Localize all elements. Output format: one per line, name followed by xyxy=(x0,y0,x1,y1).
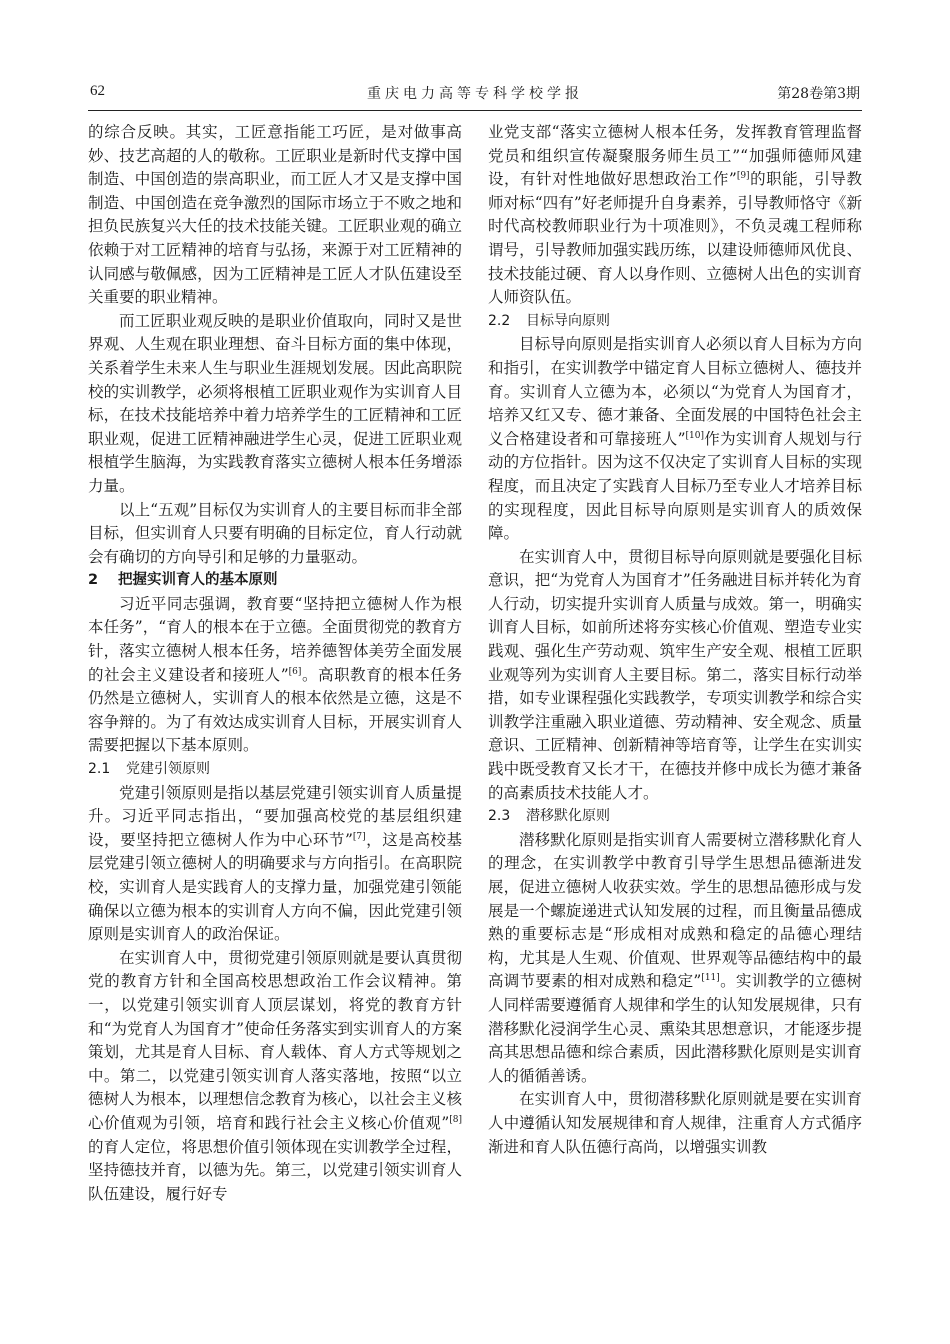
page-number: 62 xyxy=(90,83,105,99)
subsection-number: 2.2 xyxy=(488,312,511,329)
paragraph: 的综合反映。其实，工匠意指能工巧匠，是对做事高妙、技艺高超的人的敬称。工匠职业是新时代支撑中国制造、中国创造的崇高职业，而工匠人才又是支撑中国制造、中国创造在竞争激烈的国际市场立于不败之地和担负民族复兴大任的技术技能关键。工匠职业观的确立依赖于对工匠精神的培育与弘扬，来源于对工匠精神的认同感与敬佩感，因为工匠精神是工匠人才队伍建设至关重要的职业精神。 xyxy=(88,123,462,307)
paragraph: 在实训育人中，贯彻潜移默化原则就是要在实训育人中遵循认知发展规律和育人规律，注重育人方式循序渐进和育人队伍德行高尚，以增强实训教 xyxy=(488,1090,862,1156)
paragraph-text: 。高职教育的根本任务仍然是立德树人，实训育人的根本依然是立德，这是不容争辩的。为了有效达成实训育人目标，开展实训育人需要把握以下基本原则。 xyxy=(88,665,462,755)
subsection-title: 潜移默化原则 xyxy=(526,808,610,825)
paragraph-text: 作为实训育人规划与行动的方位指针。因为这不仅决定了实训育人目标的实现程度，而且决定了实践育人目标乃至专业人才培养目标的实现程度，因此目标导向原则是实训育人的质效保障。 xyxy=(488,429,862,543)
paragraph-text: 在实训育人中，贯彻党建引领原则就是要认真贯彻党的教育方针和全国高校思想政治工作会议精神。第一，以党建引领实训育人顶层谋划，将党的教育方针和“为党育人为国育才”使命任务落实到实训育人的方案策划，尤其是育人目标、育人载体、育人方式等规划之中。第二，以党建引领实训育人落实落地，按照“以立德树人为根本，以理想信念教育为核心，以社会主义核心价值观为引领，培育和践行社会主义核心价值观” xyxy=(88,948,462,1132)
paragraph: 在实训育人中，贯彻目标导向原则就是要强化目标意识，把“为党育人为国育才”任务融进目标并转化为育人行动，切实提升实训育人质量与成效。第一，明确实训育人目标，如前所述将夯实核心价值观、塑造专业实践观、强化生产劳动观、筑牢生产安全观、根植工匠职业观等列为实训育人主要目标。第二，落实目标行动举措，如专业课程强化实践教学，专项实训教学和综合实训教学注重融入职业道德、劳动精神、安全观念、质量意识、工匠精神、创新精神等培育等，让学生在实训实践中既受教育又长才干，在德技并修中成长为德才兼备的高素质技术技能人才。 xyxy=(488,547,862,802)
paragraph xyxy=(88,947,462,1207)
paragraph-text: 目标导向原则是指实训育人必须以育人目标为方向和指引，在实训教学中锚定育人目标立德树人、德技并育。实训育人立德为本，必须以“为党育人为国育才，培养又红又专、德才兼备、全面发展的中国特色社会主义合格建设者和可靠接班人” xyxy=(488,335,862,448)
subsection-number: 2.1 xyxy=(88,761,111,778)
citation-ref: [7] xyxy=(352,831,366,842)
running-header xyxy=(88,80,862,111)
paragraph-text: 的育人定位，将思想价值引领体现在实训教学全过程，坚持德技并育，以德为先。第三，以党建引领实训育人队伍建设，履行好专 xyxy=(88,1137,462,1203)
citation-ref: [8] xyxy=(449,1114,462,1125)
citation-ref: [6] xyxy=(288,666,302,677)
paragraph-text: ，这是高校基层党建引领立德树人的明确要求与方向指引。在高职院校，实训育人是实践育人的支撑力量，加强党建引领能确保以立德为根本的实训育人方向不偏，因此党建引领原则是实训育人的政治保证。 xyxy=(88,830,462,944)
subsection-title: 目标导向原则 xyxy=(526,312,610,329)
paragraph xyxy=(488,333,862,545)
paragraph: 以上“五观”目标仅为实训育人的主要目标而非全部目标，但实训育人只要有明确的目标定位，育人行动就会有确切的方向导引和足够的力量驱动。 xyxy=(88,500,462,566)
subsection-title: 党建引领原则 xyxy=(126,761,210,778)
subsection-number: 2.3 xyxy=(488,808,511,825)
subsection-heading xyxy=(488,310,862,334)
left-column xyxy=(88,121,462,1206)
citation-ref: [11] xyxy=(701,973,720,984)
subsection-heading xyxy=(488,805,862,829)
citation-ref: [9] xyxy=(736,171,750,182)
section-title: 把握实训育人的基本原则 xyxy=(118,572,278,589)
paragraph-text: 习近平同志强调，教育要“坚持把立德树人作为根本任务”，“育人的根本在于立德。全面贯彻党的教育方针，落实立德树人根本任务，培养德智体美劳全面发展的社会主义建设者和接班人” xyxy=(88,594,462,684)
paragraph-text: 的职能，引导教师对标“四有”好老师提升自身素养，引导教师恪守《新时代高校教师职业行为十项准则》，不负灵魂工程师称谓号，引导教师加强实践历练，以建设师德师风优良、技术技能过硬、育人以身作则、立德树人出色的实训育人师资队伍。 xyxy=(488,170,862,307)
journal-title: 重庆电力高等专科学校学报 xyxy=(367,86,583,102)
section-number: 2 xyxy=(88,572,99,589)
paragraph-text: 党建引领原则是指以基层党建引领实训育人质量提升。习近平同志指出，“要加强高校党的基层组织建设，要坚持把立德树人作为中心环节” xyxy=(88,783,462,849)
volume-issue: 第28卷第3期 xyxy=(777,86,860,102)
section-heading xyxy=(88,569,462,593)
right-column xyxy=(488,121,862,1159)
citation-ref: [10] xyxy=(685,430,704,441)
paragraph xyxy=(88,782,462,947)
paragraph xyxy=(88,593,462,758)
paragraph: 而工匠职业观反映的是职业价值取向，同时又是世界观、人生观在职业理想、奋斗目标方面的集中体现，关系着学生未来人生与职业生涯规划发展。因此高职院校的实训教学，必须将根植工匠职业观作为实训育人目标，在技术技能培养中着力培养学生的工匠精神和工匠职业观，促进工匠精神融进学生心灵，促进工匠职业观根植学生脑海，为实践教育落实立德树人根本任务增添力量。 xyxy=(88,311,462,495)
paragraph-text: 业党支部“落实立德树人根本任务，发挥教育管理监督党员和组织宣传凝聚服务师生员工”“加强师德师风建设，有针对性地做好思想政治工作” xyxy=(488,123,862,189)
paragraph xyxy=(488,121,862,310)
paragraph-text: 。实训教学的立德树人同样需要遵循育人规律和学生的认知发展规律，只有潜移默化浸润学生心灵、熏染其思想意识，才能逐步提高其思想品德和综合素质，因此潜移默化原则是实训育人的循循善诱。 xyxy=(488,972,862,1085)
paragraph-text: 潜移默化原则是指实训育人需要树立潜移默化育人的理念，在实训教学中教育引导学生思想品德渐进发展，促进立德树人收获实效。学生的思想品德形成与发展是一个螺旋递进式认知发展的过程，而且衡量品德成熟的重要标志是“形成相对成熟和稳定的品德心理结构，尤其是人生观、价值观、世界观等品德结构中的最高调节要素的相对成熟和稳定” xyxy=(488,830,862,991)
paragraph xyxy=(488,829,862,1089)
subsection-heading xyxy=(88,758,462,782)
